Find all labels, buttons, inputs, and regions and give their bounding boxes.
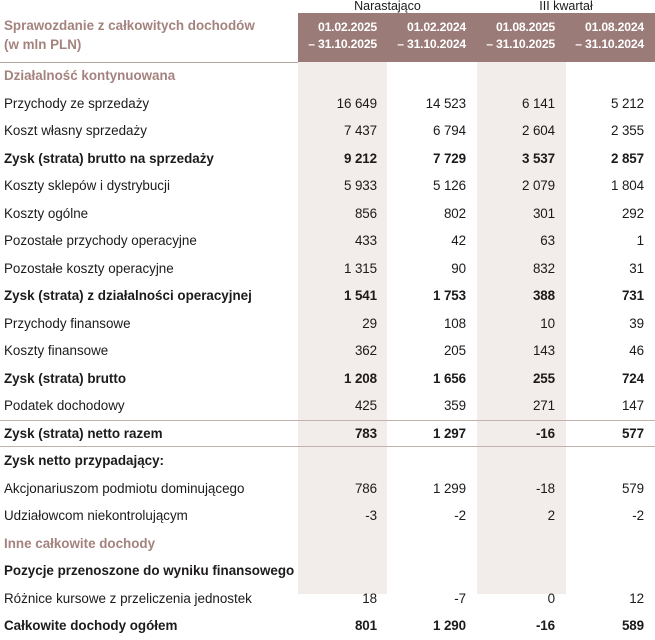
row-value: 42 [451, 233, 466, 249]
table-row [0, 227, 655, 255]
table-row [0, 392, 655, 420]
row-label: Zysk (strata) brutto na sprzedaży [4, 150, 214, 166]
column-header-3-line2: – 31.10.2025 [486, 37, 555, 51]
row-label: Całkowite dochody ogółem [4, 618, 178, 634]
row-label: Działalność kontynuowana [4, 68, 176, 84]
row-label: Zysk (strata) brutto [4, 370, 127, 386]
row-value: 2 079 [521, 178, 555, 194]
row-label: Przychody finansowe [4, 315, 131, 331]
column-header-1-line1: 01.02.2025 [318, 20, 377, 34]
row-label: Koszty finansowe [4, 343, 109, 359]
row-value: 14 523 [425, 95, 466, 111]
row-value: 6 794 [432, 123, 466, 139]
row-value: -2 [632, 508, 644, 524]
row-value: 1 541 [343, 288, 377, 304]
row-value: 783 [354, 425, 377, 441]
row-value: 579 [621, 480, 644, 496]
table-row [0, 557, 655, 585]
row-label: Zysk (strata) z działalności operacyjnej [4, 288, 252, 304]
row-value: -18 [535, 480, 555, 496]
table-title-line1: Sprawozdanie z całkowitych dochodów [4, 18, 255, 33]
column-header-3-line1: 01.08.2025 [496, 20, 555, 34]
row-value: 425 [354, 398, 377, 414]
row-value: 2 [547, 508, 555, 524]
row-value: 108 [443, 315, 466, 331]
table-row [0, 90, 655, 118]
table-row [0, 420, 655, 448]
row-label: Podatek dochodowy [4, 398, 125, 414]
column-header-2 [387, 13, 476, 62]
row-value: 63 [540, 233, 555, 249]
table-row [0, 172, 655, 200]
row-value: 39 [629, 315, 644, 331]
row-value: 255 [532, 370, 555, 386]
table-row [0, 117, 655, 145]
row-value: 362 [354, 343, 377, 359]
row-label: Koszty ogólne [4, 205, 89, 221]
row-label: Akcjonariuszom podmiotu dominującego [4, 480, 245, 496]
row-label: Udziałowcom niekontrolującym [4, 508, 188, 524]
row-value: 292 [621, 205, 644, 221]
row-value: 31 [629, 260, 644, 276]
row-value: 1 656 [432, 370, 466, 386]
table-row [0, 502, 655, 530]
row-label: Pozycje przenoszone do wyniku finansowego [4, 563, 295, 579]
column-header-2-line1: 01.02.2024 [407, 20, 466, 34]
row-value: 143 [532, 343, 555, 359]
row-value: 205 [443, 343, 466, 359]
row-value: 9 212 [343, 150, 377, 166]
row-value: 1 290 [432, 618, 466, 634]
row-value: 1 299 [432, 480, 466, 496]
row-value: 1 208 [343, 370, 377, 386]
row-value: 433 [354, 233, 377, 249]
row-value: -2 [454, 508, 466, 524]
row-value: 46 [629, 343, 644, 359]
table-row [0, 255, 655, 283]
row-label: Zysk netto przypadający: [4, 453, 164, 469]
row-value: 10 [540, 315, 555, 331]
row-value: -16 [535, 618, 555, 634]
row-value: -3 [365, 508, 377, 524]
row-value: 388 [532, 288, 555, 304]
table-row [0, 145, 655, 173]
row-value: 1 753 [432, 288, 466, 304]
row-value: 2 857 [610, 150, 644, 166]
table-row [0, 310, 655, 338]
row-value: 589 [621, 618, 644, 634]
row-value: 12 [629, 590, 644, 606]
group-header-narastajaco: Narastająco [354, 0, 421, 13]
row-value: 147 [621, 398, 644, 414]
table-row [0, 62, 655, 90]
row-value: 786 [354, 480, 377, 496]
table-title-line2: (w mln PLN) [4, 37, 82, 52]
row-value: 29 [362, 315, 377, 331]
row-value: 2 604 [521, 123, 555, 139]
column-header-3 [476, 13, 565, 62]
row-label: Koszt własny sprzedaży [4, 123, 147, 139]
row-value: -7 [454, 590, 466, 606]
table-row [0, 447, 655, 475]
row-value: 7 437 [343, 123, 377, 139]
row-label: Zysk (strata) netto razem [4, 425, 163, 441]
row-value: 2 355 [610, 123, 644, 139]
column-header-4 [565, 13, 654, 62]
title-underline [0, 62, 298, 63]
row-value: 359 [443, 398, 466, 414]
row-label: Inne całkowite dochody [4, 535, 156, 551]
row-label: Różnice kursowe z przeliczenia jednostek [4, 590, 252, 606]
table-row [0, 612, 655, 640]
column-header-4-line1: 01.08.2024 [585, 20, 644, 34]
row-value: 1 804 [610, 178, 644, 194]
table-row [0, 282, 655, 310]
row-label: Pozostałe przychody operacyjne [4, 233, 197, 249]
row-value: 3 537 [521, 150, 555, 166]
row-value: 832 [532, 260, 555, 276]
table-row [0, 585, 655, 613]
column-header-1-line2: – 31.10.2025 [308, 37, 377, 51]
row-value: 1 [636, 233, 644, 249]
row-value: 18 [362, 590, 377, 606]
row-value: 0 [547, 590, 555, 606]
row-label: Przychody ze sprzedaży [4, 95, 150, 111]
table-row [0, 530, 655, 558]
row-label: Pozostałe koszty operacyjne [4, 260, 174, 276]
row-value: -16 [535, 425, 555, 441]
column-header-4-line2: – 31.10.2024 [575, 37, 644, 51]
row-value: 802 [443, 205, 466, 221]
table-row [0, 337, 655, 365]
row-value: 5 933 [343, 178, 377, 194]
row-value: 6 141 [521, 95, 555, 111]
row-value: 1 297 [432, 425, 466, 441]
row-label: Koszty sklepów i dystrybucji [4, 178, 170, 194]
row-value: 16 649 [336, 95, 377, 111]
column-header-1 [298, 13, 387, 62]
group-header-kwartal: III kwartał [539, 0, 593, 13]
row-value: 271 [532, 398, 555, 414]
column-headers [298, 13, 655, 62]
row-value: 90 [451, 260, 466, 276]
table-title [4, 16, 294, 54]
row-value: 1 315 [343, 260, 377, 276]
row-value: 7 729 [432, 150, 466, 166]
row-value: 577 [621, 425, 644, 441]
row-value: 731 [621, 288, 644, 304]
table-row [0, 475, 655, 503]
row-value: 5 126 [432, 178, 466, 194]
column-header-2-line2: – 31.10.2024 [397, 37, 466, 51]
table-body [0, 62, 655, 640]
row-value: 724 [621, 370, 644, 386]
row-value: 856 [354, 205, 377, 221]
row-value: 801 [354, 618, 377, 634]
table-row [0, 365, 655, 393]
row-value: 5 212 [610, 95, 644, 111]
table-row [0, 200, 655, 228]
row-value: 301 [532, 205, 555, 221]
